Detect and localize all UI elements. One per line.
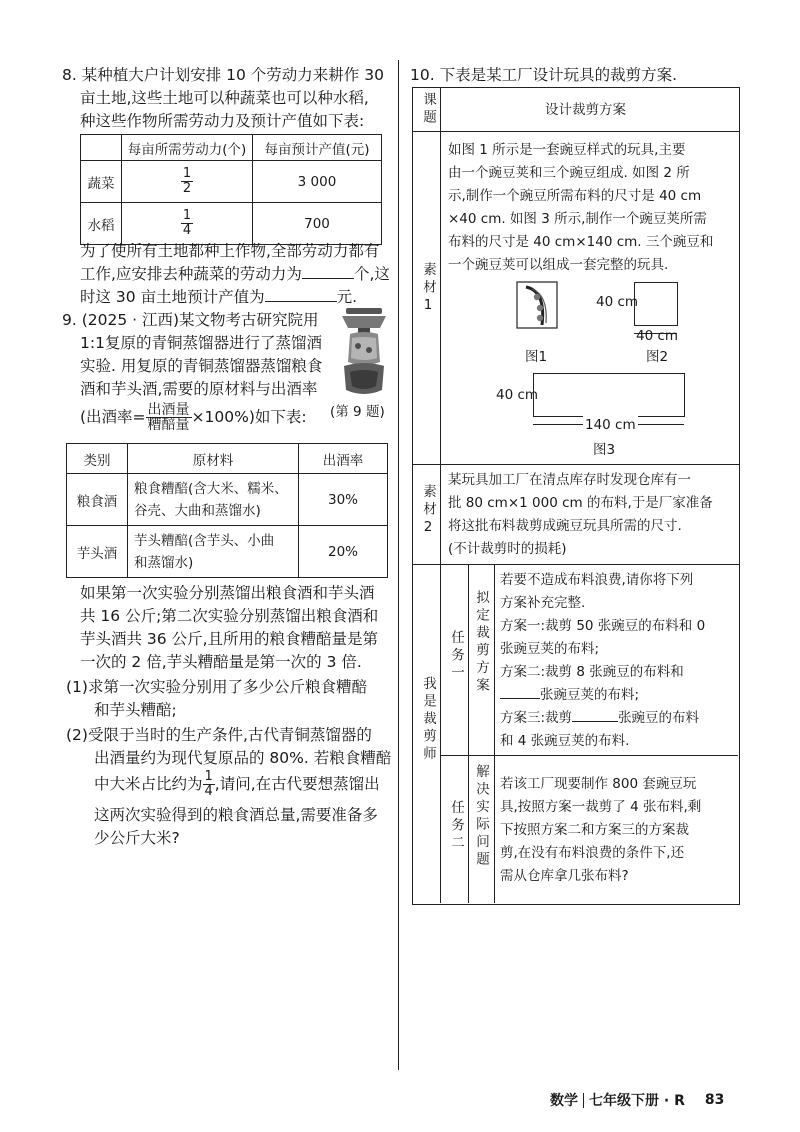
footer-grade: 七年级下册 · R — [589, 1093, 685, 1109]
q8-row-vegetable-labor — [122, 161, 253, 203]
frac-num: 1 — [204, 769, 213, 784]
bronze-distiller-image — [336, 306, 392, 402]
task1-line-7a: 方案三:裁剪 — [500, 710, 573, 726]
q9-body-1: 如果第一次实验分别蒸馏出粮食酒和芋头酒 — [80, 584, 375, 602]
q8-th-value: 每亩预计产值(元) — [253, 135, 382, 161]
q8-row-rice-labor — [122, 203, 253, 245]
q10-material1-label: 素材1 — [420, 262, 436, 317]
q9-sub1-line-2: 和芋头糟醅; — [94, 701, 177, 719]
q9-th-type: 类别 — [67, 444, 128, 474]
q9-formula — [80, 403, 307, 432]
q10-m2-line-2: 批 80 cm×1 000 cm 的布料,于是厂家准备 — [448, 495, 713, 511]
fig2-bottom-label: 40 cm — [636, 328, 679, 344]
q9-th-material: 原材料 — [128, 444, 299, 474]
q8-th-empty — [81, 135, 122, 161]
q9-sub2-3a: 中大米占比约为 — [94, 775, 203, 793]
task1-line-5: 方案二:裁剪 8 张豌豆的布料和 — [500, 664, 684, 680]
task1-line-7b: 张豌豆的布料 — [618, 710, 700, 726]
frac-den: 2 — [182, 181, 192, 196]
q8-after-2a: 工作,应安排去种蔬菜的劳动力为 — [80, 265, 302, 283]
q10-m2-line-1: 某玩具加工厂在清点库存时发现仓库有一 — [448, 472, 691, 488]
q9-sub2-line-1: (2)受限于当时的生产条件,古代青铜蒸馏器的 — [66, 726, 372, 744]
q8-row-rice-value: 700 — [253, 203, 382, 245]
q8-after-3 — [80, 286, 357, 309]
q9-body-3: 芋头酒共 36 公斤,且所用的粮食糟醅量是第 — [80, 630, 379, 648]
q9-row-grain-rate: 30% — [299, 474, 388, 526]
q9-body-4: 一次的 2 倍,芋头糟醅量是第一次的 3 倍. — [80, 653, 362, 671]
q8-line-2: 亩土地,这些土地可以种蔬菜也可以种水稻, — [80, 89, 369, 107]
task1-line-3: 方案一:裁剪 50 张豌豆的布料和 0 — [500, 618, 706, 634]
q9-sub2-line-5: 少公斤大米? — [94, 829, 180, 847]
q10-task-col — [468, 565, 469, 903]
fig2-square — [634, 282, 678, 326]
q8-after-2b: 个,这 — [353, 265, 390, 283]
column-divider — [398, 60, 399, 1070]
task1-line-2: 方案补充完整. — [500, 595, 586, 611]
task1-line-6-text: 张豌豆荚的布料; — [540, 687, 640, 703]
q9-sub2-line-2: 出酒量约为现代复原品的 80%. 若粮食糟醅 — [94, 749, 392, 767]
q9-row-taro-name: 芋头酒 — [67, 526, 128, 578]
material-line: 谷壳、大曲和蒸馏水) — [134, 502, 261, 519]
fig3-caption: 图3 — [593, 442, 616, 458]
q9-th-rate: 出酒率 — [299, 444, 388, 474]
q10-task-col — [494, 565, 495, 903]
footer-separator — [583, 1093, 584, 1108]
q10-m1-line-6: 一个豌豆荚可以组成一套完整的玩具. — [448, 257, 669, 273]
q10-title: 10. 下表是某工厂设计玩具的裁剪方案. — [410, 66, 678, 84]
answer-blank[interactable] — [500, 686, 540, 699]
footer — [550, 1090, 724, 1110]
task1-line-1: 若要不造成布料浪费,请你将下列 — [500, 572, 694, 588]
q9-sub1-line-1: (1)求第一次实验分别用了多少公斤粮食糟醅 — [66, 678, 367, 696]
q10-col-line — [440, 88, 441, 903]
fig2-side-label: 40 cm — [596, 294, 639, 310]
task1-line-6 — [500, 685, 639, 705]
task2-sub-label: 解决实际问题 — [473, 764, 489, 869]
q9-row-grain-name: 粮食酒 — [67, 474, 128, 526]
q10-m1-line-3: 示,制作一个豌豆所需布料的尺寸是 40 cm — [448, 188, 702, 204]
answer-blank[interactable] — [572, 709, 618, 722]
q9-body-2: 共 16 公斤;第二次实验分别蒸馏出粮食酒和 — [80, 607, 379, 625]
frac-den: 4 — [182, 223, 192, 238]
fig3-rect — [533, 373, 685, 417]
q9-row-taro-rate: 20% — [299, 526, 388, 578]
q8-after-2 — [80, 263, 390, 286]
page-number: 83 — [704, 1092, 725, 1108]
material-line: 芋头糟醅(含芋头、小曲 — [134, 532, 275, 549]
task2-line-4: 剪,在没有布料浪费的条件下,还 — [500, 845, 685, 861]
task2-line-1: 若该工厂现要制作 800 套豌豆玩 — [500, 776, 697, 792]
task2-label: 任务二 — [448, 800, 464, 853]
task2-line-5: 需从仓库拿几张布料? — [500, 868, 629, 884]
fig3-bottom-label: 140 cm — [585, 417, 636, 433]
material-line: 粮食糟醅(含大米、糯米、 — [134, 480, 288, 497]
q9-line-4: 酒和芋头酒,需要的原材料与出酒率 — [80, 380, 318, 398]
fig1-caption: 图1 — [525, 349, 548, 365]
frac-num: 1 — [182, 166, 192, 181]
q9-line-3: 实验. 用复原的青铜蒸馏器蒸馏粮食 — [80, 357, 323, 375]
q8-line-3: 种这些作物所需劳动力及预计产值如下表: — [80, 112, 365, 130]
q9-table — [66, 443, 388, 578]
task2-line-3: 下按照方案二和方案三的方案裁 — [500, 822, 689, 838]
q10-task-divider — [440, 755, 738, 756]
task1-line-7 — [500, 708, 699, 728]
q8-after-3b: 元. — [336, 288, 358, 306]
q8-table — [80, 134, 382, 245]
q10-row-line — [413, 564, 739, 565]
q9-line-2: 1:1复原的青铜蒸馏器进行了蒸馏酒 — [80, 334, 322, 352]
formula-num: 出酒量 — [147, 402, 190, 418]
formula-den: 糟醅量 — [147, 417, 190, 433]
q10-m2-line-3: 将这批布料裁剪成豌豆玩具所需的尺寸. — [448, 518, 682, 534]
formula-left: (出酒率= — [80, 408, 146, 426]
q8-row-vegetable-value: 3 000 — [253, 161, 382, 203]
q10-m1-line-4: ×40 cm. 如图 3 所示,制作一个豌豆荚所需 — [448, 211, 707, 227]
q10-header-plan: 设计裁剪方案 — [545, 102, 626, 118]
q9-row-taro-material — [128, 526, 299, 578]
footer-subject: 数学 — [550, 1093, 578, 1109]
q10-row-line — [413, 131, 739, 132]
q10-material2-label: 素材2 — [420, 484, 436, 539]
task2-line-2: 具,按照方案一裁剪了 4 张布料,剩 — [500, 799, 702, 815]
answer-blank[interactable] — [265, 287, 337, 302]
fig3-side-label: 40 cm — [496, 387, 539, 403]
formula-right: ×100%)如下表: — [191, 408, 307, 426]
q9-sub2-line-4: 这两次实验得到的粮食酒总量,需要准备多 — [94, 806, 378, 824]
q8-row-vegetable-name: 蔬菜 — [81, 161, 122, 203]
q10-header-topic: 课题 — [420, 92, 436, 127]
q10-m1-line-1: 如图 1 所示是一套豌豆样式的玩具,主要 — [448, 142, 686, 158]
q9-sub2-line-3 — [94, 770, 380, 799]
q8-line-1: 8. 某种植大户计划安排 10 个劳动力来耕作 30 — [62, 66, 384, 84]
answer-blank[interactable] — [302, 264, 354, 279]
pea-toy-figure — [516, 281, 558, 329]
frac-den: 4 — [204, 784, 213, 799]
fig2-caption: 图2 — [646, 349, 669, 365]
q8-row-rice-name: 水稻 — [81, 203, 122, 245]
frac-num: 1 — [182, 208, 192, 223]
task1-line-8: 和 4 张豌豆荚的布料. — [500, 733, 630, 749]
material-line: 和蒸馏水) — [134, 554, 194, 571]
q9-figure-caption: (第 9 题) — [330, 404, 385, 420]
q10-m1-line-5: 布料的尺寸是 40 cm×140 cm. 三个豌豆和 — [448, 234, 714, 250]
q10-row-line — [413, 464, 739, 465]
q8-after-3a: 时这 30 亩土地预计产值为 — [80, 288, 265, 306]
task1-sub-label: 拟定裁剪方案 — [473, 590, 489, 695]
q9-line-1: 9. (2025 · 江西)某文物考古研究院用 — [62, 311, 319, 329]
q10-role-label: 我是裁剪师 — [420, 676, 436, 764]
q8-after-1: 为了使所有土地都种上作物,全部劳动力都有 — [80, 242, 380, 260]
task1-label: 任务一 — [448, 630, 464, 683]
q8-th-labor: 每亩所需劳动力(个) — [122, 135, 253, 161]
q9-row-grain-material — [128, 474, 299, 526]
task1-line-4: 张豌豆荚的布料; — [500, 641, 600, 657]
q10-m2-line-4: (不计裁剪时的损耗) — [448, 541, 567, 557]
q9-sub2-3b: ,请问,在古代要想蒸馏出 — [214, 775, 380, 793]
q10-m1-line-2: 由一个豌豆荚和三个豌豆组成. 如图 2 所 — [448, 165, 690, 181]
